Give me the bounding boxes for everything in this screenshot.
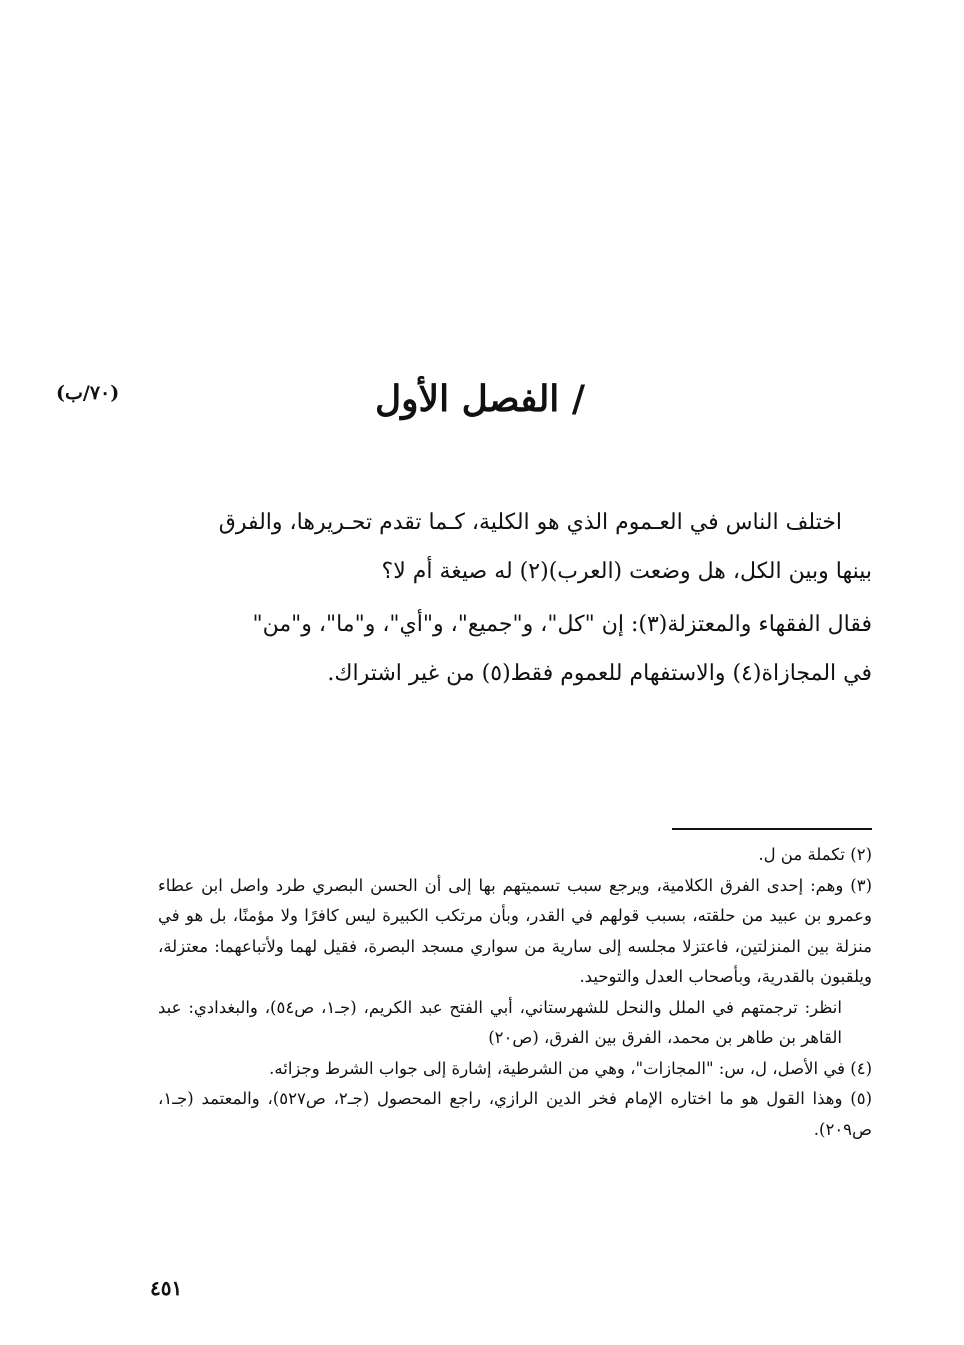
footnote-4: (٤) في الأصل، ل، س: "المجازات"، وهي من الشرطية، إشارة إلى جواب الشرط وجزائه.: [269, 1058, 872, 1078]
page-number: ٤٥١: [150, 1276, 183, 1300]
footnote-2: (٢) تكملة من ل.: [758, 845, 872, 864]
footnote-5: (٥) وهذا القول هو ما اختاره الإمام فخر الدين الرازي، راجع المحصول (جـ٢، ص٥٢٧)، والمعتمد (جـ١، ص٢٠٩).: [158, 1089, 872, 1139]
body-line: بينها وبين الكل، هل وضعت (العرب)(٢) له صيغة أم لا؟: [381, 559, 872, 584]
footnote-divider: [672, 828, 872, 830]
main-body-text: [168, 498, 872, 698]
chapter-title: / الفصل الأول: [375, 378, 585, 420]
footnote-3: (٣) وهم: إحدى الفرق الكلامية، ويرجع سبب تسميتهم بها إلى أن الحسن البصري طرد واصل ابن عطاء وعمرو بن عبيد من حلقته، بسبب قولهم في القدر، وبأن مرتكب الكبيرة ليس كافرًا ولا مؤمنًا، بل هو في منزلة بين المنزلتين، فاعتزلا مجلسه إلى سارية من سواري مسجد البصرة، فقيل لهما ولأتباعهما: معتزلة، ويلقبون بالقدرية، وبأصحاب العدل والتوحيد.: [158, 875, 872, 986]
footnote-3-reference: انظر: ترجمتهم في الملل والنحل للشهرستاني، أبي الفتح عبد الكريم، (جـ١، ص٥٤)، والبغدادي: عبد القاهر بن طاهر بن محمد، الفرق بين الفرق، (ص٢٠): [158, 997, 842, 1047]
body-line: اختلف الناس في العـموم الذي هو الكلية، كـما تقدم تحـريرها، والفرق: [218, 510, 842, 535]
body-line: في المجازاة(٤) والاستفهام للعموم فقط(٥) من غير اشتراك.: [327, 661, 872, 686]
body-line: فقال الفقهاء والمعتزلة(٣): إن "كل"، و"جميع"، و"أي"، و"ما"، و"من": [252, 612, 872, 637]
manuscript-folio-reference: (٧٠/ب): [56, 382, 120, 404]
footnotes-section: [158, 840, 872, 1145]
